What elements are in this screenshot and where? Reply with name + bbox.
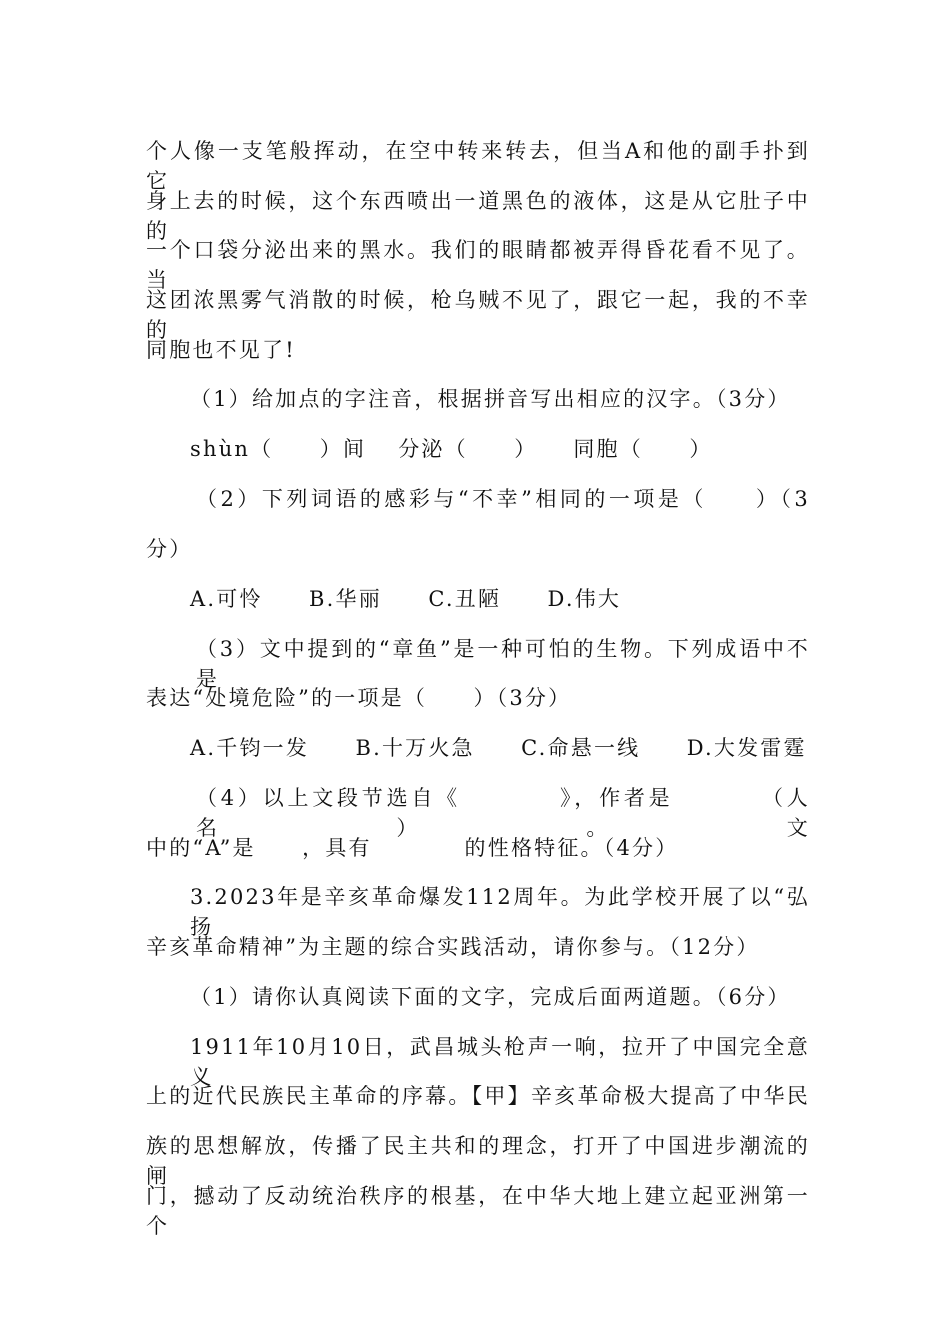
question-2-cont: 分） <box>146 537 193 561</box>
paragraph-line-1: 个人像一支笔般挥动，在空中转来转去，但当A和他的副手扑到它 <box>146 139 810 193</box>
question-2-options: A.可怜 B.华丽 C.丑陋 D.伟大 <box>190 587 622 611</box>
question-2: （2）下列词语的感彩与“不幸”相同的一项是（ ）（3 <box>196 487 810 511</box>
passage-line-1: 1911年10月10日，武昌城头枪声一响，拉开了中国完全意义 <box>190 1035 810 1089</box>
paragraph-line-4: 这团浓黑雾气消散的时候，枪乌贼不见了，跟它一起，我的不幸的 <box>146 288 810 342</box>
passage-line-4: 门，撼动了反动统治秩序的根基，在中华大地上建立起亚洲第一个 <box>146 1184 810 1238</box>
paragraph-line-5: 同胞也不见了! <box>146 338 296 362</box>
section-3-question-1: （1）请你认真阅读下面的文字，完成后面两道题。（6分） <box>190 985 791 1009</box>
section-3-intro: 3.2023年是辛亥革命爆发112周年。为此学校开展了以“弘扬 <box>190 885 810 939</box>
question-3: （3）文中提到的“章鱼”是一种可怕的生物。下列成语中不是 <box>196 637 810 691</box>
question-4: （4）以上文段节选自《 》，作者是 （人名）。文 <box>196 786 810 840</box>
paragraph-line-2: 身上去的时候，这个东西喷出一道黑色的液体，这是从它肚子中的 <box>146 189 810 243</box>
question-3-cont: 表达“处境危险”的一项是（ ）（3分） <box>146 686 572 710</box>
question-1-blanks: shùn（ ）间 分泌（ ） 同胞（ ） <box>190 437 713 461</box>
question-4-cont: 中的“A”是 ，具有 的性格特征。（4分） <box>146 836 679 860</box>
paragraph-line-3: 一个口袋分泌出来的黑水。我们的眼睛都被弄得昏花看不见了。当 <box>146 238 810 292</box>
passage-line-3: 族的思想解放，传播了民主共和的理念，打开了中国进步潮流的闸 <box>146 1134 810 1188</box>
question-3-options: A.千钧一发 B.十万火急 C.命悬一线 D.大发雷霆 <box>190 736 807 760</box>
section-3-intro-cont: 辛亥革命精神”为主题的综合实践活动，请你参与。（12分） <box>146 935 760 959</box>
question-1: （1）给加点的字注音，根据拼音写出相应的汉字。（3分） <box>190 387 791 411</box>
passage-line-2: 上的近代民族民主革命的序幕。【甲】辛亥革命极大提高了中华民 <box>146 1084 810 1108</box>
